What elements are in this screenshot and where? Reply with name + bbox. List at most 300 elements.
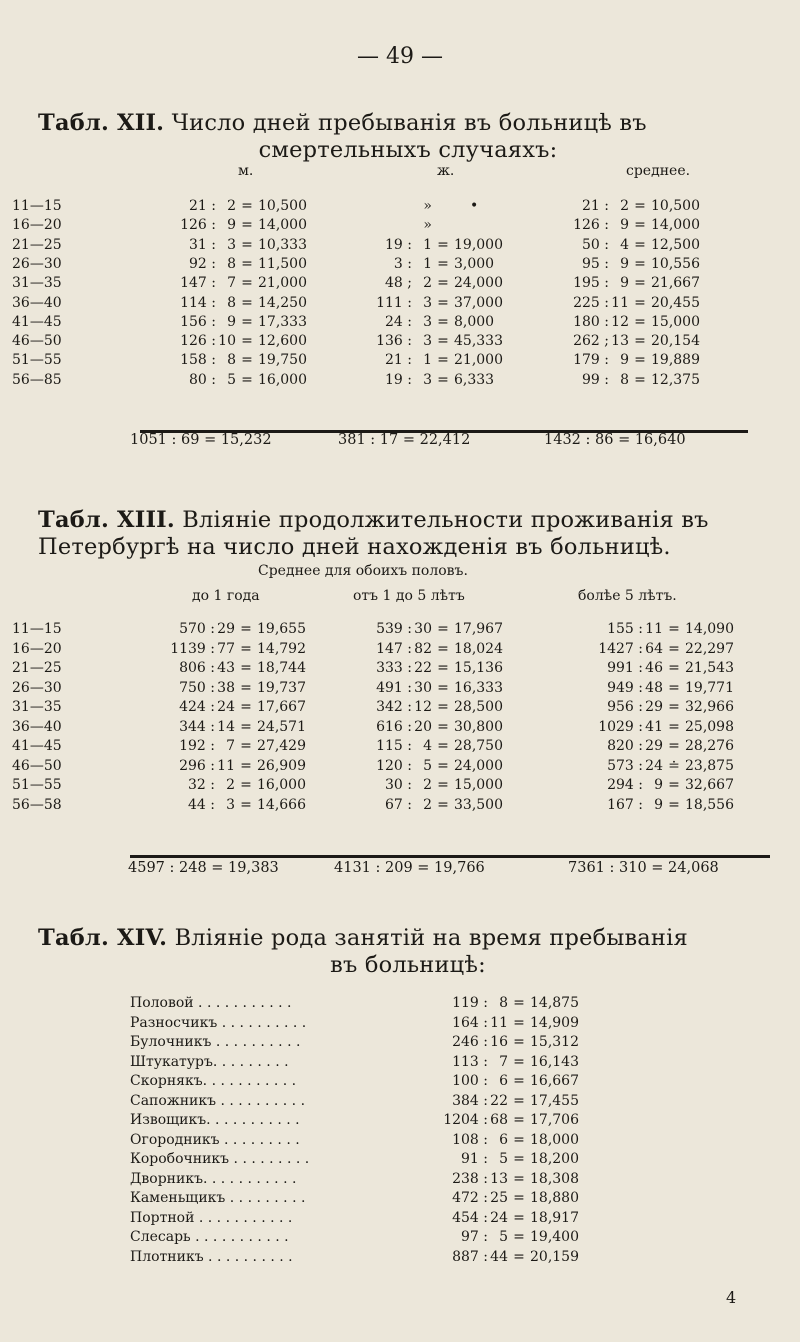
t13-c1-sign: = <box>240 718 252 735</box>
t12-row <box>0 352 800 371</box>
t14-v-sign: = <box>513 1053 525 1070</box>
t13-c3-result: 32,667 <box>685 777 734 793</box>
t13-c3-result: 28,276 <box>685 738 734 754</box>
t12-m-dividend: 31 : <box>189 236 216 253</box>
t13-c2-sign: = <box>437 718 449 735</box>
t13-c2-dividend: 539 : <box>376 621 412 637</box>
t13-age: 41—45 <box>12 738 62 754</box>
t14-v-result: 19,400 <box>530 1229 579 1245</box>
t14-v-result: 16,143 <box>530 1053 579 1070</box>
t12-m-divisor: 2 <box>227 198 236 214</box>
t12-m-divisor: 8 <box>227 255 236 272</box>
t13-c1-divisor: 2 <box>226 777 235 793</box>
t12-age: 31—35 <box>12 275 62 292</box>
t13-c3-dividend: 167 : <box>607 796 643 813</box>
t12-m-result: 17,333 <box>258 313 307 330</box>
t12-age: 46—50 <box>12 333 62 350</box>
t13-c3-result: 25,098 <box>685 718 734 735</box>
t12-f-sign: = <box>437 294 449 311</box>
t12-f-result: 24,000 <box>454 275 503 292</box>
t13-c3-result: 21,543 <box>685 660 734 676</box>
t13-c2-dividend: 115 : <box>376 738 412 754</box>
t13-c1-divisor: 24 <box>217 699 235 715</box>
t14-row <box>0 1015 800 1034</box>
signature-mark: 4 <box>726 1288 737 1307</box>
t12-a-sign: = <box>634 217 646 234</box>
t12-a-sign: = <box>634 236 646 253</box>
t12-f-dividend: 21 : <box>385 352 412 369</box>
t13-c2-result: 30,800 <box>454 718 503 735</box>
t13-total-c2: 4131 : 209 = 19,766 <box>334 860 485 876</box>
t13-c3-divisor: 29 <box>645 699 663 715</box>
t12-f-dividend: 19 : <box>385 371 412 388</box>
t13-c1-result: 27,429 <box>257 738 306 754</box>
t12-m-sign: = <box>241 333 253 350</box>
t13-age: 46—50 <box>12 757 62 774</box>
t14-occupation: Слесарь . . . . . . . . . . . <box>130 1229 289 1245</box>
page-number: — 49 — <box>357 44 443 69</box>
t12-m-sign: = <box>241 217 253 234</box>
t12-a-dividend: 179 : <box>573 352 609 369</box>
t12-a-dividend: 180 : <box>573 313 609 330</box>
t13-c2-divisor: 20 <box>414 718 432 735</box>
t13-c1-result: 19,655 <box>257 621 306 637</box>
t13-c1-sign: = <box>240 660 252 676</box>
t13-c2-sign: = <box>437 699 449 715</box>
t14-v-sign: = <box>513 995 525 1011</box>
t12-m-divisor: 8 <box>227 352 236 369</box>
t14-occupation: Штукатуръ. . . . . . . . . <box>130 1053 289 1070</box>
t12-m-dividend: 126 : <box>180 217 216 234</box>
t13-c1-dividend: 806 : <box>179 660 215 676</box>
t13-c3-divisor: 46 <box>645 660 663 676</box>
t14-row <box>0 1190 800 1209</box>
t13-c3-divisor: 9 <box>654 777 663 793</box>
t13-col2: отъ 1 до 5 лѣтъ <box>353 588 465 604</box>
t13-total-c1: 4597 : 248 = 19,383 <box>128 860 279 876</box>
t12-f-dividend: 24 : <box>385 313 412 330</box>
t12-a-dividend: 50 : <box>582 236 609 253</box>
t12-a-sign: = <box>634 352 646 369</box>
t13-c2-result: 15,136 <box>454 660 503 676</box>
t12-age: 41—45 <box>12 313 62 330</box>
t14-row <box>0 1171 800 1190</box>
t13-c1-dividend: 344 : <box>179 718 215 735</box>
t12-a-result: 15,000 <box>651 313 700 330</box>
t12-f-dividend: 136 : <box>376 333 412 350</box>
t14-occupation: Плотникъ . . . . . . . . . . <box>130 1248 293 1265</box>
t12-m-sign: = <box>241 371 253 388</box>
t12-m-dividend: 126 : <box>180 333 216 350</box>
t12-a-result: 10,500 <box>651 198 700 214</box>
t13-super-header: Среднее для обоихъ половъ. <box>258 563 468 579</box>
t14-occupation: Булочникъ . . . . . . . . . . <box>130 1034 301 1050</box>
t12-age: 51—55 <box>12 352 62 369</box>
t13-c1-divisor: 14 <box>217 718 235 735</box>
t13-rule <box>130 855 770 858</box>
t12-m-dividend: 156 : <box>180 313 216 330</box>
t14-v-dividend: 97 : <box>461 1229 488 1245</box>
t13-c3-dividend: 1427 : <box>598 640 643 657</box>
t13-age: 21—25 <box>12 660 62 676</box>
t13-c3-divisor: 64 <box>645 640 663 657</box>
t13-c3-sign: = <box>668 640 680 657</box>
t13-c2-dividend: 67 : <box>385 796 412 813</box>
t14-v-sign: = <box>513 1209 525 1226</box>
t12-m-result: 19,750 <box>258 352 307 369</box>
t13-c3-result: 23,875 <box>685 757 734 774</box>
t12-f-divisor: 1 <box>423 236 432 253</box>
t13-c3-divisor: 41 <box>645 718 663 735</box>
t12-f-sign: = <box>437 275 449 292</box>
t13-c2-divisor: 82 <box>414 640 432 657</box>
t12-label: Табл. XII. <box>38 110 165 136</box>
t14-row <box>0 1249 800 1268</box>
t12-a-dividend: 99 : <box>582 371 609 388</box>
t13-c1-sign: = <box>240 621 252 637</box>
t12-f-divisor: 3 <box>423 371 432 388</box>
t13-c1-result: 14,666 <box>257 796 306 813</box>
t12-f-divisor: 3 <box>423 333 432 350</box>
t13-c3-result: 14,090 <box>685 621 734 637</box>
t13-c2-divisor: 2 <box>423 777 432 793</box>
t12-row <box>0 256 800 275</box>
t14-v-sign: = <box>513 1151 525 1167</box>
t12-f-divisor: 1 <box>423 352 432 369</box>
t12-a-result: 14,000 <box>651 217 700 234</box>
t13-c2-sign: = <box>437 660 449 676</box>
t14-v-result: 18,917 <box>530 1209 579 1226</box>
t14-v-result: 18,308 <box>530 1170 579 1187</box>
t12-m-result: 10,500 <box>258 198 307 214</box>
t12-age: 16—20 <box>12 217 62 234</box>
t14-v-divisor: 16 <box>490 1034 508 1050</box>
t12-f-dividend: 19 : <box>385 236 412 253</box>
t12-col-avg: среднее. <box>626 163 691 179</box>
t12-f-sign: = <box>437 371 449 388</box>
t14-v-sign: = <box>513 1014 525 1031</box>
t12-col-m: м. <box>238 163 254 179</box>
t12-m-dividend: 80 : <box>189 371 216 388</box>
t12-m-dividend: 92 : <box>189 255 216 272</box>
t12-m-dividend: 114 : <box>180 294 216 311</box>
t14-row <box>0 1151 800 1170</box>
t12-a-sign: = <box>634 198 646 214</box>
t13-c1-divisor: 38 <box>217 679 235 696</box>
t13-c1-result: 26,909 <box>257 757 306 774</box>
t14-v-divisor: 5 <box>499 1229 508 1245</box>
t12-a-dividend: 95 : <box>582 255 609 272</box>
t13-c1-dividend: 570 : <box>179 621 215 637</box>
t13-c1-dividend: 750 : <box>179 679 215 696</box>
t12-m-result: 16,000 <box>258 371 307 388</box>
t13-title <box>38 507 778 561</box>
t13-age: 36—40 <box>12 718 62 735</box>
t14-v-sign: = <box>513 1131 525 1148</box>
t12-a-divisor: 9 <box>620 352 629 369</box>
t12-f-result: 37,000 <box>454 294 503 311</box>
t14-title <box>38 925 778 979</box>
t12-age: 36—40 <box>12 294 62 311</box>
t13-c2-dividend: 342 : <box>376 699 412 715</box>
t13-c2-divisor: 2 <box>423 796 432 813</box>
t12-a-dividend: 21 : <box>582 198 609 214</box>
t14-row <box>0 1034 800 1053</box>
t13-c1-dividend: 1139 : <box>170 640 215 657</box>
t13-age: 51—55 <box>12 777 62 793</box>
t13-c2-divisor: 30 <box>414 679 432 696</box>
t13-c2-result: 18,024 <box>454 640 503 657</box>
t14-v-dividend: 454 : <box>452 1209 488 1226</box>
t13-c2-sign: = <box>437 640 449 657</box>
t12-m-divisor: 7 <box>227 275 236 292</box>
t13-c3-divisor: 24 <box>645 757 663 774</box>
t14-v-result: 14,909 <box>530 1014 579 1031</box>
t13-c2-dividend: 491 : <box>376 679 412 696</box>
t12-a-result: 20,455 <box>651 294 700 311</box>
t13-c3-sign: = <box>668 796 680 813</box>
t12-total-f: 381 : 17 = 22,412 <box>338 432 471 448</box>
t12-m-dividend: 158 : <box>180 352 216 369</box>
t13-c2-sign: = <box>437 777 449 793</box>
t13-c1-divisor: 3 <box>226 796 235 813</box>
t12-a-divisor: 11 <box>611 294 629 311</box>
t14-v-divisor: 6 <box>499 1073 508 1089</box>
t13-row <box>0 777 800 796</box>
t13-c1-result: 16,000 <box>257 777 306 793</box>
t13-c1-sign: = <box>240 679 252 696</box>
t13-c3-sign: ≐ <box>668 757 680 774</box>
t13-c3-sign: = <box>668 738 680 754</box>
t12-row <box>0 372 800 391</box>
t14-v-result: 18,200 <box>530 1151 579 1167</box>
t14-occupation: Коробочникъ . . . . . . . . . <box>130 1151 310 1167</box>
t12-age: 21—25 <box>12 236 62 253</box>
t14-v-sign: = <box>513 1073 525 1089</box>
t13-c3-sign: = <box>668 660 680 676</box>
t14-v-result: 15,312 <box>530 1034 579 1050</box>
t13-c3-sign: = <box>668 718 680 735</box>
t14-v-result: 18,880 <box>530 1190 579 1206</box>
t13-c1-sign: = <box>240 757 252 774</box>
t12-a-dividend: 195 : <box>573 275 609 292</box>
t13-c2-sign: = <box>437 796 449 813</box>
t13-c1-sign: = <box>240 738 252 754</box>
t12-f-result: 19,000 <box>454 236 503 253</box>
t12-title-line2: смертельныхъ случаяхъ: <box>258 137 558 163</box>
t13-c2-result: 28,500 <box>454 699 503 715</box>
t13-c1-divisor: 11 <box>217 757 235 774</box>
t12-f-sign: = <box>437 255 449 272</box>
t13-c2-dividend: 333 : <box>376 660 412 676</box>
t12-a-divisor: 13 <box>611 333 629 350</box>
t13-c2-result: 28,750 <box>454 738 503 754</box>
t14-row <box>0 995 800 1014</box>
t13-c3-divisor: 11 <box>645 621 663 637</box>
t12-a-result: 19,889 <box>651 352 700 369</box>
t12-f-result: 8,000 <box>454 313 495 330</box>
t14-occupation: Половой . . . . . . . . . . . <box>130 995 292 1011</box>
t13-c2-result: 33,500 <box>454 796 503 813</box>
t13-row <box>0 699 800 718</box>
t12-f-result: 3,000 <box>454 255 495 272</box>
t14-row <box>0 1073 800 1092</box>
t12-title-line1: Число дней пребыванія въ больницѣ въ <box>171 110 647 136</box>
t13-total-c3: 7361 : 310 = 24,068 <box>568 860 719 876</box>
t14-occupation: Каменьщикъ . . . . . . . . . <box>130 1190 306 1206</box>
t12-f-sign: = <box>437 333 449 350</box>
t12-f-dividend: 48 ; <box>385 275 412 292</box>
t13-c3-dividend: 1029 : <box>598 718 643 735</box>
t12-a-sign: = <box>634 333 646 350</box>
t12-stray-dot: • <box>470 198 479 214</box>
t14-occupation: Извощикъ. . . . . . . . . . . <box>130 1112 300 1128</box>
t14-v-result: 18,000 <box>530 1131 579 1148</box>
t12-a-dividend: 262 ; <box>573 333 609 350</box>
t13-c3-result: 32,966 <box>685 699 734 715</box>
t13-c2-sign: = <box>437 621 449 637</box>
t13-c2-divisor: 4 <box>423 738 432 754</box>
t12-f-result: 45,333 <box>454 333 503 350</box>
t14-v-dividend: 119 : <box>452 995 488 1011</box>
t12-row <box>0 198 800 217</box>
t14-v-dividend: 113 : <box>452 1053 488 1070</box>
t12-m-dividend: 147 : <box>180 275 216 292</box>
t13-age: 16—20 <box>12 640 62 657</box>
t13-c3-divisor: 48 <box>645 679 663 696</box>
t13-c3-dividend: 949 : <box>607 679 643 696</box>
t12-m-result: 21,000 <box>258 275 307 292</box>
t14-v-dividend: 91 : <box>461 1151 488 1167</box>
t12-m-divisor: 8 <box>227 294 236 311</box>
t13-c2-result: 15,000 <box>454 777 503 793</box>
t12-m-divisor: 9 <box>227 313 236 330</box>
t12-a-divisor: 4 <box>620 236 629 253</box>
t12-m-dividend: 21 : <box>189 198 216 214</box>
t12-m-sign: = <box>241 236 253 253</box>
t14-v-divisor: 8 <box>499 995 508 1011</box>
t12-age: 26—30 <box>12 255 62 272</box>
t13-c3-dividend: 820 : <box>607 738 643 754</box>
t13-c1-dividend: 296 : <box>179 757 215 774</box>
t14-v-dividend: 238 : <box>452 1170 488 1187</box>
t13-c1-result: 19,737 <box>257 679 306 696</box>
t13-c2-result: 17,967 <box>454 621 503 637</box>
t12-m-sign: = <box>241 352 253 369</box>
t12-m-result: 12,600 <box>258 333 307 350</box>
t13-age: 56—58 <box>12 796 62 813</box>
t14-v-dividend: 100 : <box>452 1073 488 1089</box>
t12-a-sign: = <box>634 313 646 330</box>
t14-occupation: Огородникъ . . . . . . . . . <box>130 1131 300 1148</box>
t14-v-dividend: 108 : <box>452 1131 488 1148</box>
t13-col3: болѣе 5 лѣтъ. <box>578 588 677 604</box>
t13-c1-dividend: 424 : <box>179 699 215 715</box>
t14-v-dividend: 384 : <box>452 1092 488 1109</box>
t12-a-sign: = <box>634 275 646 292</box>
t13-c2-sign: = <box>437 757 449 774</box>
t13-title-line1: Вліяніе продолжительности проживанія въ <box>182 507 709 533</box>
t12-m-divisor: 3 <box>227 236 236 253</box>
t13-c1-dividend: 32 : <box>188 777 215 793</box>
t12-f-divisor: » <box>423 198 432 214</box>
t12-m-divisor: 10 <box>218 333 236 350</box>
t14-label: Табл. XIV. <box>38 925 168 951</box>
t12-age: 11—15 <box>12 198 62 214</box>
t13-c3-sign: = <box>668 621 680 637</box>
t12-m-result: 14,250 <box>258 294 307 311</box>
t14-v-sign: = <box>513 1229 525 1245</box>
t14-v-sign: = <box>513 1190 525 1206</box>
t14-row <box>0 1054 800 1073</box>
t12-age: 56—85 <box>12 371 62 388</box>
t12-f-sign: = <box>437 352 449 369</box>
t13-c3-dividend: 155 : <box>607 621 643 637</box>
t12-row <box>0 237 800 256</box>
t13-c3-dividend: 573 : <box>607 757 643 774</box>
t14-v-sign: = <box>513 1034 525 1050</box>
t12-a-dividend: 225 : <box>573 294 609 311</box>
t13-c1-dividend: 44 : <box>188 796 215 813</box>
t12-f-sign: = <box>437 313 449 330</box>
t12-total-avg: 1432 : 86 = 16,640 <box>544 432 686 448</box>
t13-col1: до 1 года <box>192 588 260 604</box>
t14-occupation: Разносчикъ . . . . . . . . . . <box>130 1014 307 1031</box>
t12-a-divisor: 9 <box>620 255 629 272</box>
t14-v-divisor: 5 <box>499 1151 508 1167</box>
t13-c1-result: 24,571 <box>257 718 306 735</box>
t13-row <box>0 719 800 738</box>
t13-c3-result: 19,771 <box>685 679 734 696</box>
t12-m-sign: = <box>241 255 253 272</box>
t12-col-f: ж. <box>437 163 455 179</box>
t12-f-dividend: 3 : <box>393 255 412 272</box>
t14-occupation: Сапожникъ . . . . . . . . . . <box>130 1092 306 1109</box>
t13-c3-dividend: 956 : <box>607 699 643 715</box>
t13-c1-divisor: 29 <box>217 621 235 637</box>
t12-a-result: 12,500 <box>651 236 700 253</box>
t12-row <box>0 217 800 236</box>
t13-c1-divisor: 43 <box>217 660 235 676</box>
t14-v-divisor: 7 <box>499 1053 508 1070</box>
t13-c3-divisor: 9 <box>654 796 663 813</box>
t13-c2-divisor: 5 <box>423 757 432 774</box>
t12-m-result: 14,000 <box>258 217 307 234</box>
t14-occupation: Дворникъ. . . . . . . . . . . <box>130 1170 297 1187</box>
t14-v-result: 17,455 <box>530 1092 579 1109</box>
t13-c2-result: 16,333 <box>454 679 503 696</box>
t13-c1-dividend: 192 : <box>179 738 215 754</box>
t13-c2-sign: = <box>437 738 449 754</box>
t12-a-divisor: 12 <box>611 313 629 330</box>
t12-a-divisor: 9 <box>620 217 629 234</box>
t12-m-divisor: 9 <box>227 217 236 234</box>
t13-c3-result: 18,556 <box>685 796 734 813</box>
t12-row <box>0 333 800 352</box>
t13-c1-sign: = <box>240 699 252 715</box>
t13-c3-sign: = <box>668 777 680 793</box>
t13-age: 11—15 <box>12 621 62 637</box>
t13-c2-divisor: 22 <box>414 660 432 676</box>
t12-title <box>38 110 778 164</box>
t12-f-divisor: » <box>423 217 432 234</box>
t13-age: 31—35 <box>12 699 62 715</box>
t12-a-sign: = <box>634 294 646 311</box>
t14-v-divisor: 6 <box>499 1131 508 1148</box>
t14-row <box>0 1210 800 1229</box>
t13-c2-dividend: 147 : <box>376 640 412 657</box>
t14-title-line1: Вліяніе рода занятій на время пребыванія <box>174 925 688 951</box>
